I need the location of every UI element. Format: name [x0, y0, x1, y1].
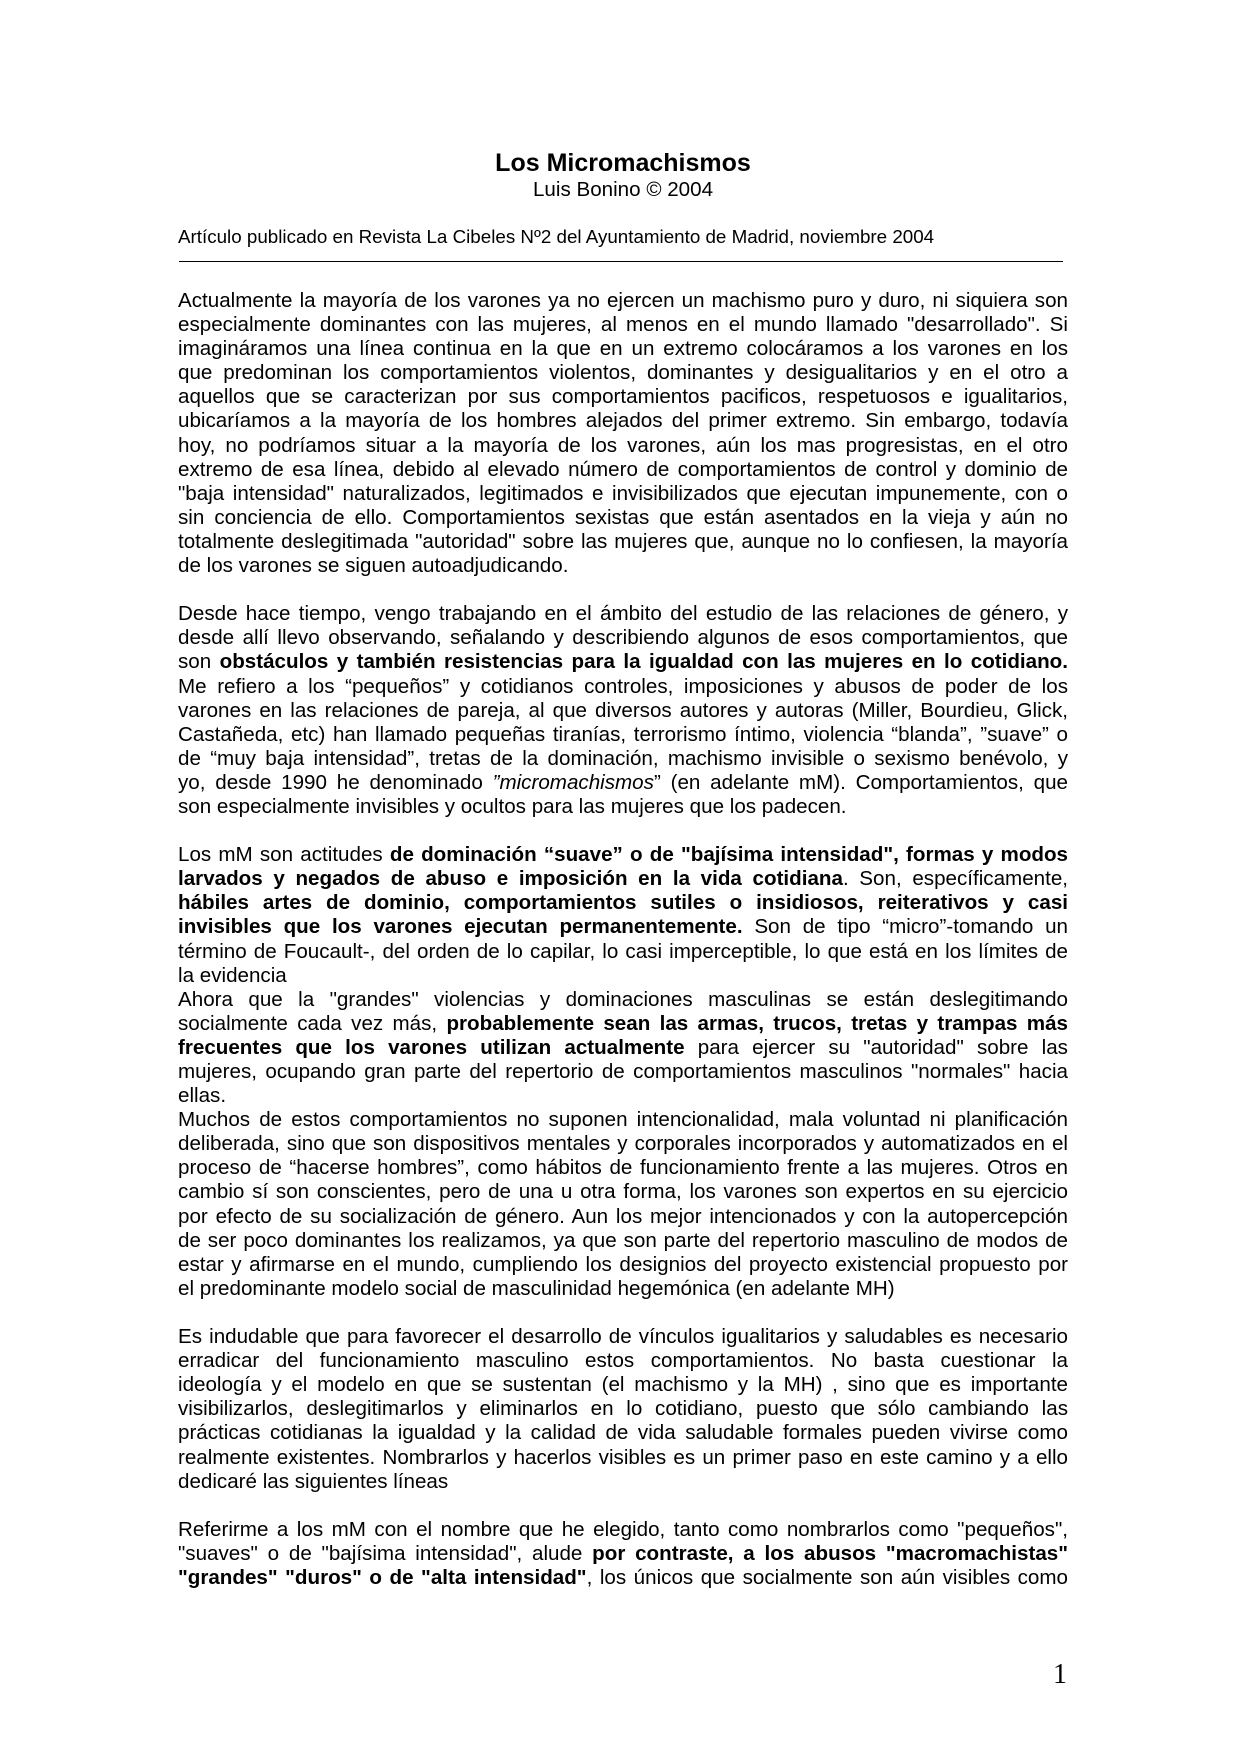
text-line: ellas.	[178, 1084, 227, 1108]
text-line	[178, 1542, 1068, 1566]
text-line: dedicaré las siguientes líneas	[178, 1469, 449, 1493]
text-line: sin conciencia de ello. Comportamientos sexistas que están asentados en la vieja y aún no	[178, 505, 1068, 529]
line-text: yo, desde 1990 he denominado	[178, 770, 493, 794]
text-line: Muchos de estos comportamientos no suponen intencionalidad, mala voluntad ni planificación	[178, 1108, 1068, 1132]
text-line: especialmente dominantes con las mujeres, al menos en el mundo llamado "desarrollado". Si	[178, 313, 1068, 337]
document-title: Los Micromachismos	[495, 149, 751, 177]
line-text: socialmente cada vez más,	[178, 1011, 447, 1035]
bold-text: larvados y negados de abuso e imposición en la vida cotidiana	[178, 867, 843, 891]
bold-text: por contraste, a los abusos "macromachistas"	[592, 1541, 1068, 1565]
paragraph	[178, 1108, 1068, 1301]
text-line: extremo de esa línea, debido al elevado número de comportamientos de control y dominio de	[178, 457, 1068, 481]
text-line: desde allí llevo observando, señalando y describiendo algunos de esos comportamientos, que	[178, 626, 1068, 650]
text-line: prácticas cotidianas la igualdad y la calidad de vida saludable formales pueden vivirse como	[178, 1421, 1068, 1445]
text-line: Actualmente la mayoría de los varones ya no ejercen un machismo puro y duro, ni siquiera son	[178, 289, 1068, 312]
text-line	[178, 843, 1068, 867]
text-line: Ahora que la "grandes" violencias y dominaciones masculinas se están deslegitimando	[178, 987, 1068, 1011]
text-line: totalmente deslegitimada "autoridad" sobre las mujeres que, aunque no lo confiesen, la mayoría	[178, 529, 1068, 553]
text-line	[178, 1566, 1068, 1590]
text-line: que predominan los comportamientos violentos, dominantes y desigualitarios y en el otro a	[178, 361, 1068, 385]
text-line: cambio sí son conscientes, pero de una u otra forma, los varones son expertos en su ejercicio	[178, 1180, 1068, 1204]
text-line: hoy, no podríamos situar a la mayoría de los varones, aún los mas progresistas, en el otro	[178, 433, 1068, 457]
text-line: la evidencia	[178, 963, 287, 987]
paragraph	[178, 843, 1068, 988]
text-line: ideología y el modelo en que se sustentan (el machismo y la MH) , sino que es importante	[178, 1373, 1068, 1397]
paragraph	[178, 988, 1068, 1108]
bold-text: hábiles artes de dominio, comportamientos sutiles o insidiosos, reiterativos y casi	[178, 891, 1068, 915]
bold-text: "grandes" "duros" o de "alta intensidad"	[178, 1565, 587, 1589]
text-line: proceso de “hacerse hombres”, como hábitos de funcionamiento frente a las mujeres. Otros en	[178, 1156, 1068, 1180]
text-line: el predominante modelo social de masculinidad hegemónica (en adelante MH)	[178, 1276, 895, 1300]
text-line: Me refiero a los “pequeños” y cotidianos controles, imposiciones y abusos de poder de los	[178, 674, 1068, 698]
text-line: visibilizarlos, deslegitimarlos y eliminarlos en lo cotidiano, puesto que sólo cambiando las	[178, 1397, 1068, 1421]
bold-text: obstáculos y también resistencias para la igualdad con las mujeres en lo cotidiano.	[219, 650, 1068, 674]
text-line: término de Foucault-, del orden de lo capilar, lo casi imperceptible, lo que está en los límites de	[178, 939, 1068, 963]
paragraph	[178, 1325, 1068, 1494]
text-line: de ser poco dominantes los realizamos, ya que son parte del repertorio masculino de modos de	[178, 1228, 1068, 1252]
italic-text: ”micromachismos	[492, 770, 654, 794]
text-line: estar y afirmarse en el mundo, cumpliendo los designios del proyecto existencial propuesto por	[178, 1252, 1068, 1276]
text-line	[178, 1012, 1068, 1036]
line-text: . Son, específicamente,	[842, 867, 1068, 891]
text-line: deliberada, sino que son dispositivos mentales y corporales incorporados y automatizados en el	[178, 1132, 1068, 1156]
article-body	[178, 289, 1068, 1590]
header-rule	[179, 261, 1063, 262]
text-line: ubicaríamos a la mayoría de los hombres alejados del primer extremo. Sin embargo, todavía	[178, 409, 1068, 433]
text-line: de los varones se siguen autoadjudicando.	[178, 554, 569, 578]
line-text: ” (en adelante mM). Comportamientos, que	[653, 770, 1069, 794]
text-line: Es indudable que para favorecer el desarrollo de vínculos igualitarios y saludables es necesario	[178, 1325, 1068, 1349]
paragraph	[178, 1518, 1068, 1590]
line-text: , los únicos que socialmente son aún visibles como	[586, 1565, 1068, 1589]
publication-note: Artículo publicado en Revista La Cibeles Nº2 del Ayuntamiento de Madrid, noviembre 2004	[178, 226, 935, 247]
line-text: son	[178, 650, 220, 674]
line-text: Son de tipo “micro”-tomando un	[742, 915, 1068, 939]
text-line: son especialmente invisibles y ocultos para las mujeres que los padecen.	[178, 794, 847, 818]
text-line: por efecto de su socialización de género. Aun los mejor intencionados y con la autopercepción	[178, 1204, 1068, 1228]
text-line: realmente existentes. Nombrarlos y hacerlos visibles es un primer paso en este camino y a ello	[178, 1445, 1068, 1469]
text-line: Referirme a los mM con el nombre que he elegido, tanto como nombrarlos como "pequeños",	[178, 1517, 1068, 1541]
text-line: varones en las relaciones de pareja, al que diversos autores y autoras (Miller, Bourdieu, Glick,	[178, 698, 1068, 722]
text-line: aquellos que se caracterizan por sus comportamientos pacificos, respetuosos e igualitarios,	[178, 385, 1068, 409]
paragraph	[178, 602, 1068, 819]
text-line: imagináramos una línea continua en la que en un extremo colocáramos a los varones en los	[178, 337, 1068, 361]
text-line	[178, 771, 1068, 795]
text-line	[178, 1036, 1068, 1060]
text-line	[178, 867, 1068, 891]
text-line	[178, 650, 1068, 674]
line-text: para ejercer su "autoridad" sobre las	[684, 1035, 1068, 1059]
text-line: Castañeda, etc) han llamado pequeñas tiranías, terrorismo íntimo, violencia “blanda”, ”suave” o	[178, 722, 1068, 746]
text-line: mujeres, ocupando gran parte del repertorio de comportamientos masculinos "normales" hacia	[178, 1060, 1068, 1083]
text-line: "baja intensidad" naturalizados, legitimados e invisibilizados que ejecutan impunemente, con o	[178, 481, 1068, 505]
line-text: Los mM son actitudes	[178, 843, 390, 867]
bold-text: invisibles que los varones ejecutan permanentemente.	[178, 915, 743, 939]
text-line: erradicar del funcionamiento masculino estos comportamientos. No basta cuestionar la	[178, 1349, 1068, 1373]
bold-text: frecuentes que los varones utilizan actualmente	[178, 1035, 685, 1059]
line-text: "suaves" o de "bajísima intensidad", alude	[178, 1541, 593, 1565]
author-line: Luis Bonino © 2004	[532, 178, 714, 201]
text-line	[178, 891, 1068, 915]
text-line: Desde hace tiempo, vengo trabajando en el ámbito del estudio de las relaciones de género, y	[178, 602, 1068, 626]
bold-text: de dominación “suave” o de "bajísima intensidad", formas y modos	[389, 843, 1069, 867]
page-number: 1	[1053, 1659, 1067, 1690]
paragraph	[178, 289, 1068, 578]
text-line: de “muy baja intensidad”, tretas de la dominación, machismo invisible o sexismo benévolo, y	[178, 746, 1068, 770]
text-line	[178, 915, 1068, 939]
bold-text: probablemente sean las armas, trucos, tretas y trampas más	[446, 1011, 1068, 1035]
